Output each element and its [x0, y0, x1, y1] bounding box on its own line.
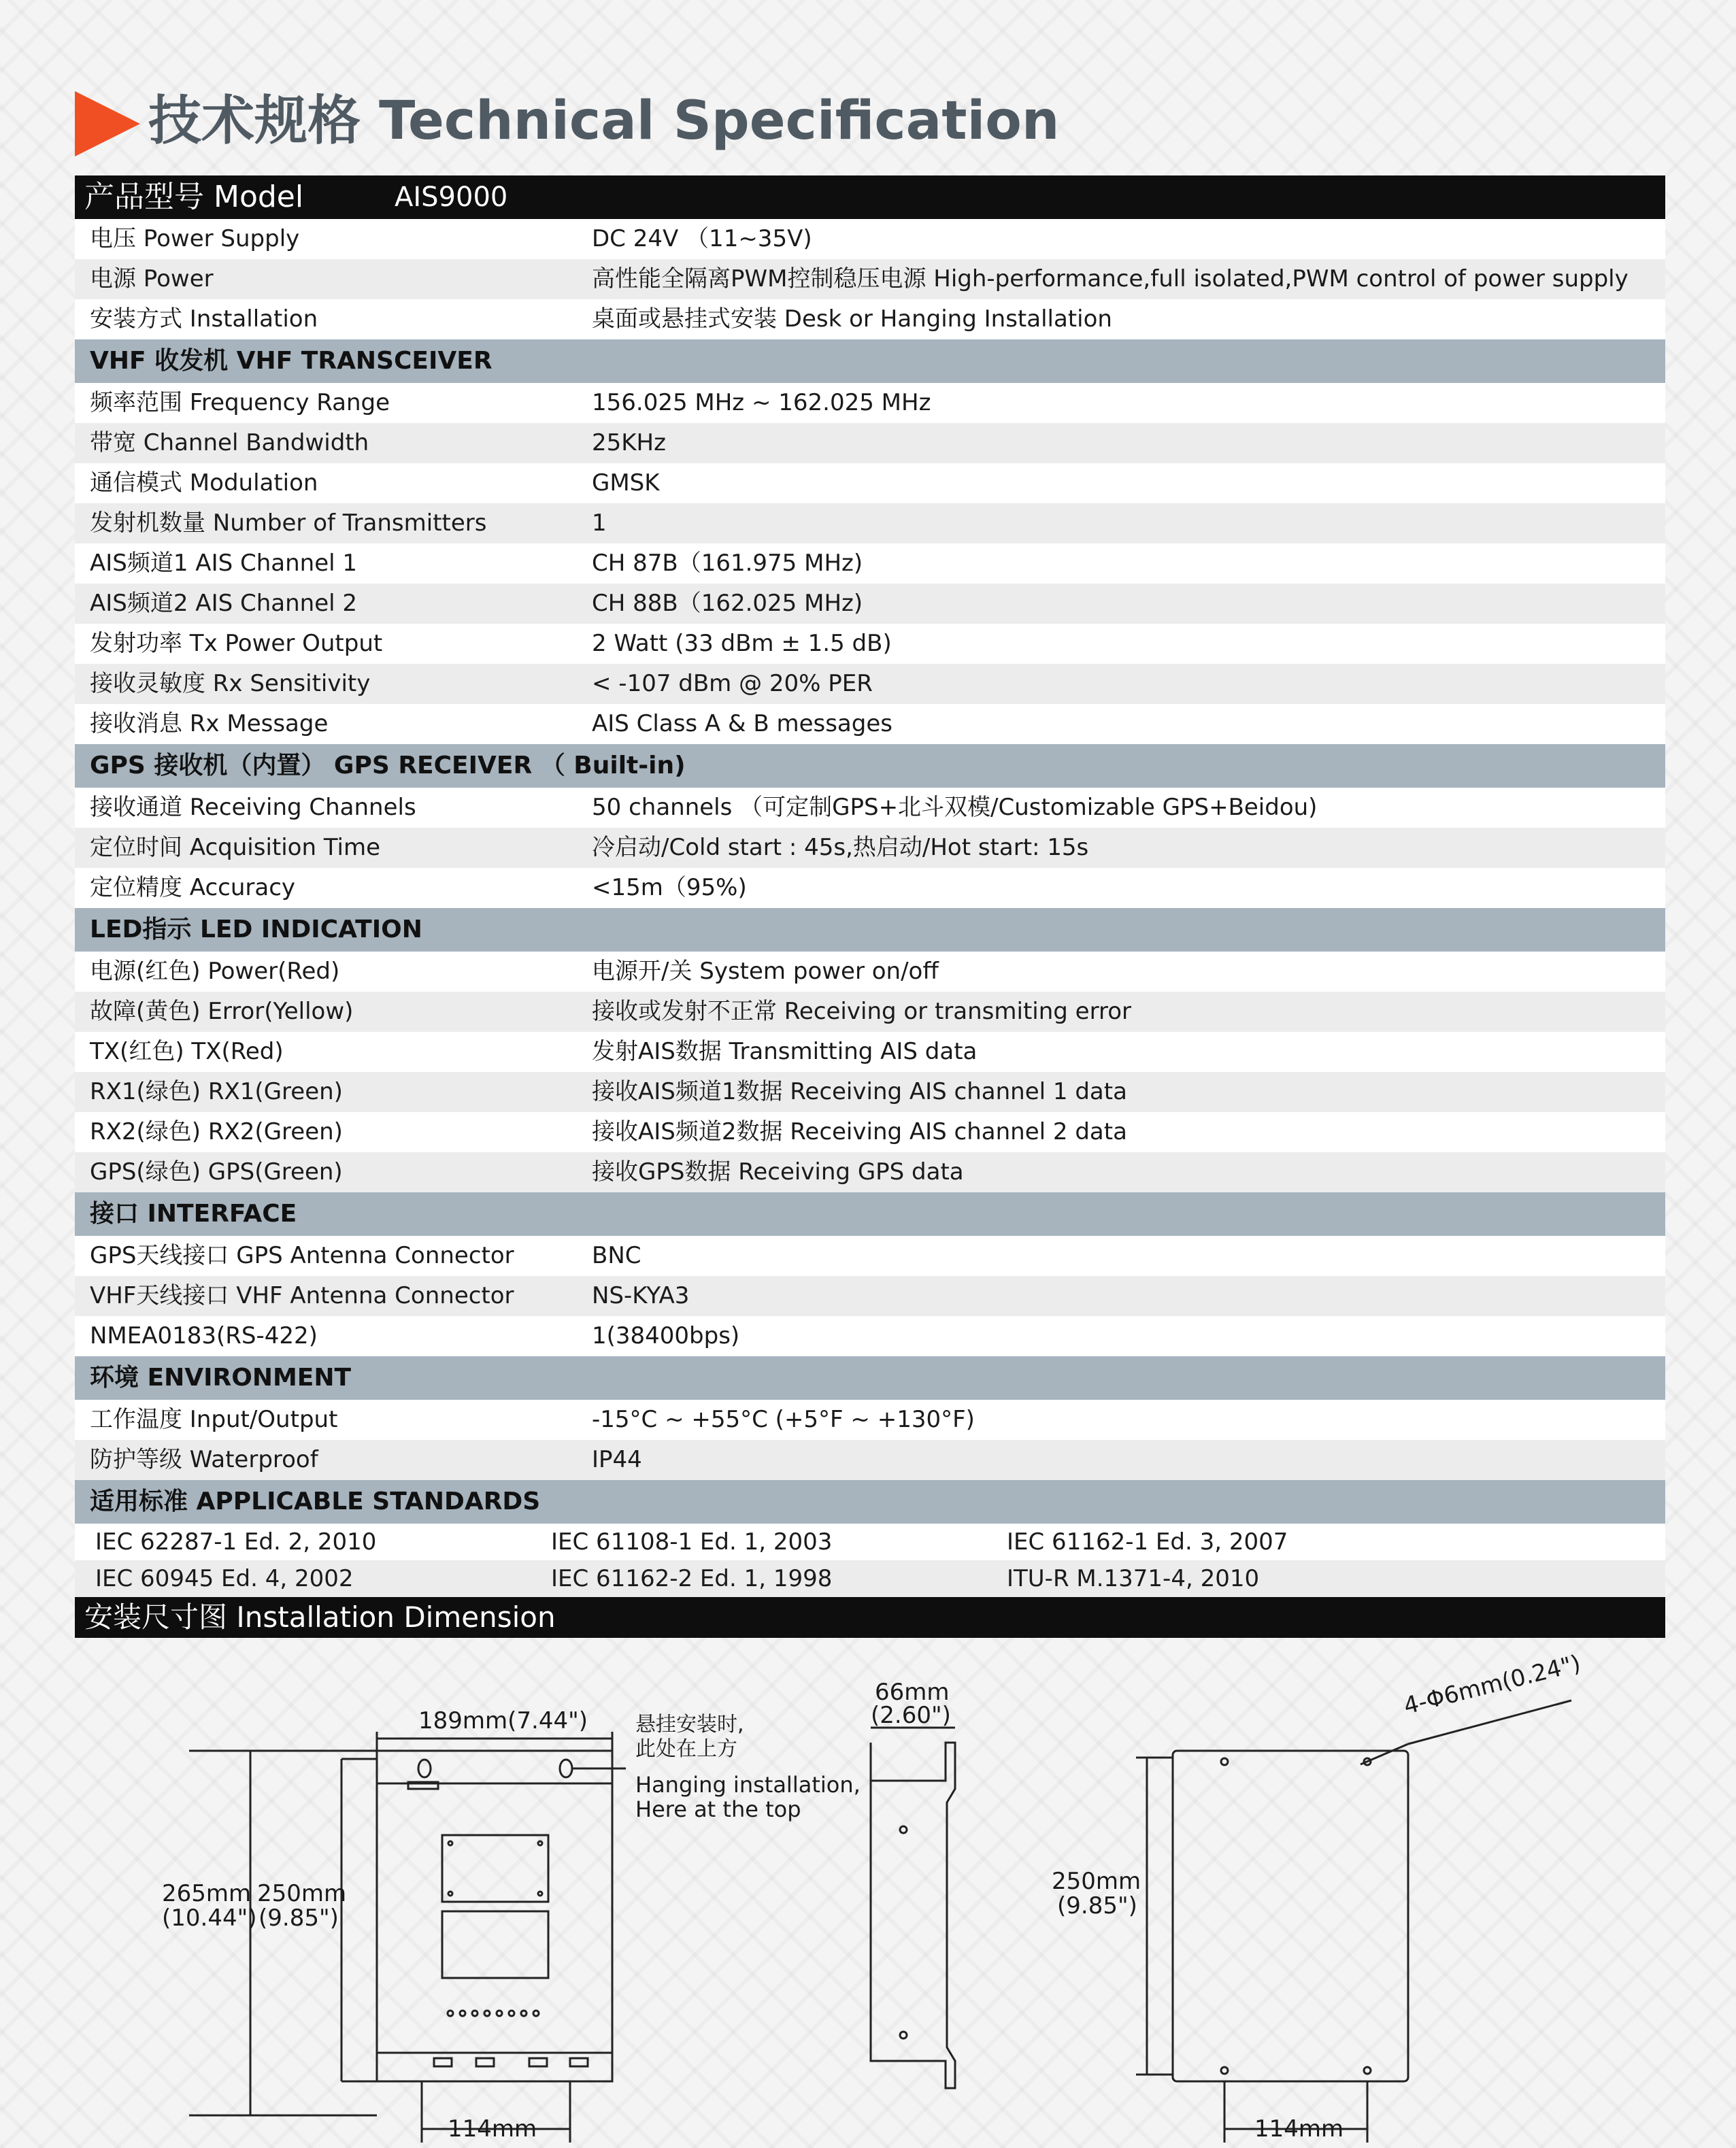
section-environment — [75, 1356, 1665, 1400]
dim-hole: 4-Φ6mm(0.24") — [1401, 1649, 1584, 1720]
spec-key: 电压 Power Supply — [90, 225, 300, 252]
spec-key: AIS频道1 AIS Channel 1 — [90, 550, 358, 577]
spec-key: RX2(绿色) RX2(Green) — [90, 1118, 343, 1145]
dim-body-height-2: (9.85") — [258, 1904, 339, 1932]
spec-value: CH 87B（161.975 MHz) — [592, 550, 863, 577]
dim-total-height-1: 265mm — [162, 1880, 252, 1907]
spec-row — [75, 1276, 1665, 1316]
dim-depth-2: (2.60") — [871, 1702, 951, 1729]
spec-value: 接收AIS频道2数据 Receiving AIS channel 2 data — [592, 1118, 1127, 1145]
spec-row — [75, 219, 1665, 259]
spec-value: < -107 dBm @ 20% PER — [592, 670, 873, 697]
spec-row — [75, 1152, 1665, 1192]
spec-key: 防护等级 Waterproof — [90, 1446, 318, 1473]
spec-value: 1(38400bps) — [592, 1322, 740, 1349]
spec-key: 电源(红色) Power(Red) — [90, 958, 340, 985]
standard-item: IEC 61162-1 Ed. 3, 2007 — [1007, 1528, 1288, 1556]
standard-item: ITU-R M.1371-4, 2010 — [1007, 1565, 1260, 1592]
spec-value: 高性能全隔离PWM控制稳压电源 High-performance,full isolated,PWM control of power supply — [592, 265, 1629, 292]
spec-key: 接收通道 Receiving Channels — [90, 794, 416, 821]
spec-value: DC 24V （11~35V) — [592, 225, 812, 252]
standard-item: IEC 62287-1 Ed. 2, 2010 — [95, 1528, 377, 1556]
spec-value: NS-KYA3 — [592, 1282, 690, 1309]
spec-value: 发射AIS数据 Transmitting AIS data — [592, 1038, 978, 1065]
spec-value: CH 88B（162.025 MHz) — [592, 590, 863, 617]
spec-row — [75, 828, 1665, 868]
spec-key: 工作温度 Input/Output — [90, 1406, 338, 1433]
section-interface — [75, 1192, 1665, 1236]
spec-key: 发射机数量 Number of Transmitters — [90, 509, 487, 537]
arrow-icon — [75, 91, 140, 156]
hang-note-cn-1: 悬挂安装时, — [635, 1713, 744, 1736]
spec-row — [75, 1112, 1665, 1152]
section-title: GPS 接收机（内置） GPS RECEIVER （ Built-in) — [90, 752, 686, 779]
spec-value: GMSK — [592, 469, 660, 497]
dim-depth-1: 66mm — [875, 1679, 950, 1706]
dim-total-height-2: (10.44") — [162, 1904, 257, 1932]
model-value: AIS9000 — [395, 182, 508, 213]
spec-value: 接收AIS频道1数据 Receiving AIS channel 1 data — [592, 1078, 1127, 1105]
model-row — [75, 175, 1665, 219]
spec-row — [75, 992, 1665, 1032]
spec-row — [75, 1316, 1665, 1356]
standards-row — [75, 1524, 1665, 1560]
spec-row — [75, 1072, 1665, 1112]
spec-key: 定位时间 Acquisition Time — [90, 834, 381, 861]
dim-body-height-1: 250mm — [257, 1880, 347, 1907]
spec-key: 故障(黄色) Error(Yellow) — [90, 998, 354, 1025]
standard-item: IEC 60945 Ed. 4, 2002 — [95, 1565, 354, 1592]
spec-row — [75, 423, 1665, 463]
spec-key: 带宽 Channel Bandwidth — [90, 429, 369, 456]
spec-row — [75, 299, 1665, 339]
spec-key: TX(红色) TX(Red) — [90, 1038, 284, 1065]
section-vhf — [75, 339, 1665, 383]
spec-key: RX1(绿色) RX1(Green) — [90, 1078, 343, 1105]
dimension-drawing — [75, 1649, 1665, 2143]
spec-row — [75, 1236, 1665, 1276]
dim-width-top: 189mm(7.44") — [418, 1707, 588, 1734]
spec-value: <15m（95%) — [592, 874, 747, 901]
model-label: 产品型号 Model — [84, 180, 304, 214]
standards-row — [75, 1560, 1665, 1597]
spec-key: GPS天线接口 GPS Antenna Connector — [90, 1242, 514, 1269]
spec-row — [75, 704, 1665, 744]
spec-row — [75, 1400, 1665, 1440]
dimension-title: 安装尺寸图 Installation Dimension — [84, 1600, 556, 1634]
spec-value: IP44 — [592, 1446, 642, 1473]
dim-rear-height-1: 250mm — [1052, 1868, 1141, 1895]
spec-key: VHF天线接口 VHF Antenna Connector — [90, 1282, 514, 1309]
spec-value: -15°C ~ +55°C (+5°F ~ +130°F) — [592, 1406, 975, 1433]
hang-note-en-1: Hanging installation, — [635, 1772, 861, 1798]
spec-value: 桌面或悬挂式安装 Desk or Hanging Installation — [592, 305, 1112, 333]
dim-bottom-left: 114mm — [448, 2115, 537, 2143]
spec-row — [75, 664, 1665, 704]
section-gps — [75, 744, 1665, 788]
section-title: 适用标准 APPLICABLE STANDARDS — [90, 1488, 541, 1515]
spec-value: 接收或发射不正常 Receiving or transmiting error — [592, 998, 1131, 1025]
spec-value: 156.025 MHz ~ 162.025 MHz — [592, 389, 931, 416]
page-title-row — [75, 87, 1665, 162]
spec-row — [75, 543, 1665, 584]
spec-value: 25KHz — [592, 429, 666, 456]
section-title: 接口 INTERFACE — [90, 1200, 297, 1228]
section-title: LED指示 LED INDICATION — [90, 916, 422, 943]
hang-note-en-2: Here at the top — [635, 1796, 801, 1822]
standard-item: IEC 61108-1 Ed. 1, 2003 — [551, 1528, 833, 1556]
spec-key: 接收灵敏度 Rx Sensitivity — [90, 670, 371, 697]
standard-item: IEC 61162-2 Ed. 1, 1998 — [551, 1565, 833, 1592]
spec-value: 冷启动/Cold start : 45s,热启动/Hot start: 15s — [592, 834, 1089, 861]
spec-key: 接收消息 Rx Message — [90, 710, 329, 737]
spec-row — [75, 1032, 1665, 1072]
spec-key: 电源 Power — [90, 265, 214, 292]
spec-key: AIS频道2 AIS Channel 2 — [90, 590, 358, 617]
spec-value: 接收GPS数据 Receiving GPS data — [592, 1158, 964, 1186]
spec-value: 50 channels （可定制GPS+北斗双模/Customizable GPS+Beidou) — [592, 794, 1318, 821]
spec-value: 2 Watt (33 dBm ± 1.5 dB) — [592, 630, 892, 657]
hang-note-cn-2: 此处在上方 — [635, 1737, 737, 1761]
rear-body — [1173, 1751, 1408, 2081]
page-title: 技术规格 Technical Specification — [148, 90, 1060, 152]
spec-row — [75, 259, 1665, 299]
spec-key: NMEA0183(RS-422) — [90, 1322, 318, 1349]
spec-row — [75, 463, 1665, 503]
dim-rear-height-2: (9.85") — [1057, 1892, 1137, 1919]
spec-row — [75, 868, 1665, 908]
front-body — [377, 1751, 612, 2081]
spec-row — [75, 952, 1665, 992]
section-standards — [75, 1480, 1665, 1524]
dimension-header — [75, 1597, 1665, 1638]
spec-value: BNC — [592, 1242, 641, 1269]
spec-row — [75, 503, 1665, 543]
spec-row — [75, 383, 1665, 423]
spec-key: 频率范围 Frequency Range — [90, 389, 390, 416]
spec-row — [75, 584, 1665, 624]
spec-key: 定位精度 Accuracy — [90, 874, 296, 901]
dim-bottom-right: 114mm — [1254, 2115, 1344, 2143]
spec-value: 1 — [592, 509, 607, 537]
spec-key: 发射功率 Tx Power Output — [90, 630, 383, 657]
spec-value: 电源开/关 System power on/off — [592, 958, 939, 985]
spec-row — [75, 624, 1665, 664]
spec-row — [75, 1440, 1665, 1480]
section-led — [75, 908, 1665, 952]
spec-value: AIS Class A & B messages — [592, 710, 892, 737]
spec-key: 通信模式 Modulation — [90, 469, 318, 497]
section-title: VHF 收发机 VHF TRANSCEIVER — [90, 347, 493, 375]
spec-key: 安装方式 Installation — [90, 305, 318, 333]
section-title: 环境 ENVIRONMENT — [90, 1364, 352, 1392]
spec-table — [75, 175, 1665, 1638]
spec-row — [75, 788, 1665, 828]
spec-key: GPS(绿色) GPS(Green) — [90, 1158, 343, 1186]
